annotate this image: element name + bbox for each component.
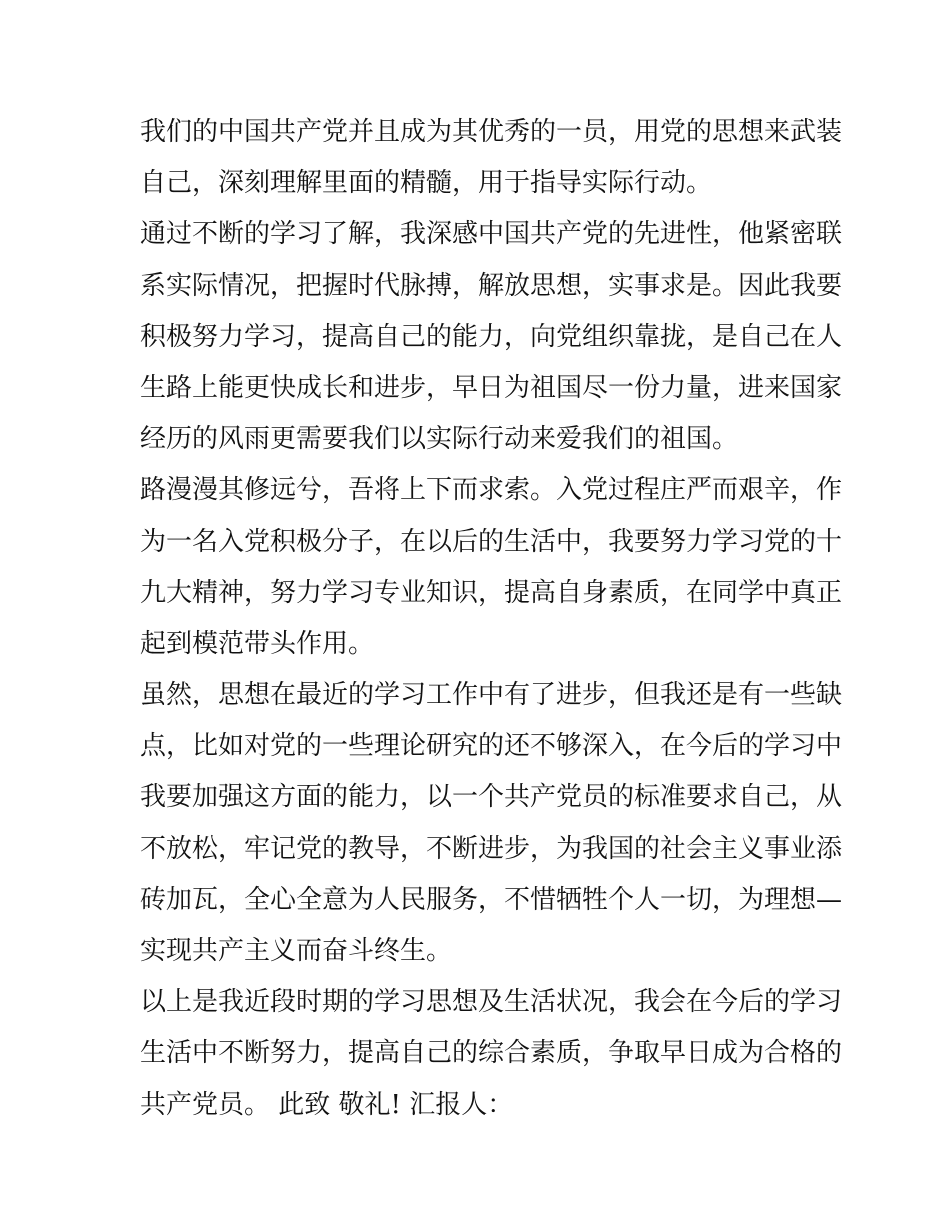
text-line: 通过不断的学习了解，我深感中国共产党的先进性，他紧密联 [140,219,843,250]
text-line: 实现共产主义而奋斗终生。 [140,936,453,966]
paragraph-1 [140,107,843,209]
document-body [140,107,843,1131]
text-line: 砖加瓦，全心全意为人民服务，不惜牺牲个人一切，为理想— [140,884,843,915]
text-line: 九大精神，努力学习专业知识，提高自身素质，在同学中真正 [140,577,843,608]
paragraph-4 [140,670,843,977]
text-line: 起到模范带头作用。 [140,628,375,659]
text-line: 系实际情况，把握时代脉搏，解放思想，实事求是。因此我要 [140,270,843,301]
text-line: 我要加强这方面的能力，以一个共产党员的标准要求自己，从 [140,782,843,813]
paragraph-5 [140,977,843,1131]
text-line: 路漫漫其修远兮，吾将上下而求索。入党过程庄严而艰辛，作 [140,475,843,506]
text-line: 自己，深刻理解里面的精髓，用于指导实际行动。 [140,168,713,199]
paragraph-2 [140,209,843,465]
text-line: 点，比如对党的一些理论研究的还不够深入，在今后的学习中 [140,731,843,762]
text-line: 为一名入党积极分子，在以后的生活中，我要努力学习党的十 [140,526,843,557]
text-line: 经历的风雨更需要我们以实际行动来爱我们的祖国。 [140,424,739,455]
text-line: 以上是我近段时期的学习思想及生活状况，我会在今后的学习 [140,987,843,1018]
text-line: 我们的中国共产党并且成为其优秀的一员，用党的思想来武装 [140,117,843,147]
text-line: 虽然，思想在最近的学习工作中有了进步，但我还是有一些缺 [140,680,843,711]
text-line: 不放松，牢记党的教导，不断进步，为我国的社会主义事业添 [140,833,843,864]
text-line: 生路上能更快成长和进步，早日为祖国尽一份力量，进来国家 [140,372,843,403]
text-line: 生活中不断努力，提高自己的综合素质，争取早日成为合格的 [140,1038,843,1069]
paragraph-3 [140,465,843,670]
text-line: 共产党员。 此致 敬礼! 汇报人： [140,1089,514,1120]
text-line: 积极努力学习，提高自己的能力，向党组织靠拢，是自己在人 [140,321,843,352]
